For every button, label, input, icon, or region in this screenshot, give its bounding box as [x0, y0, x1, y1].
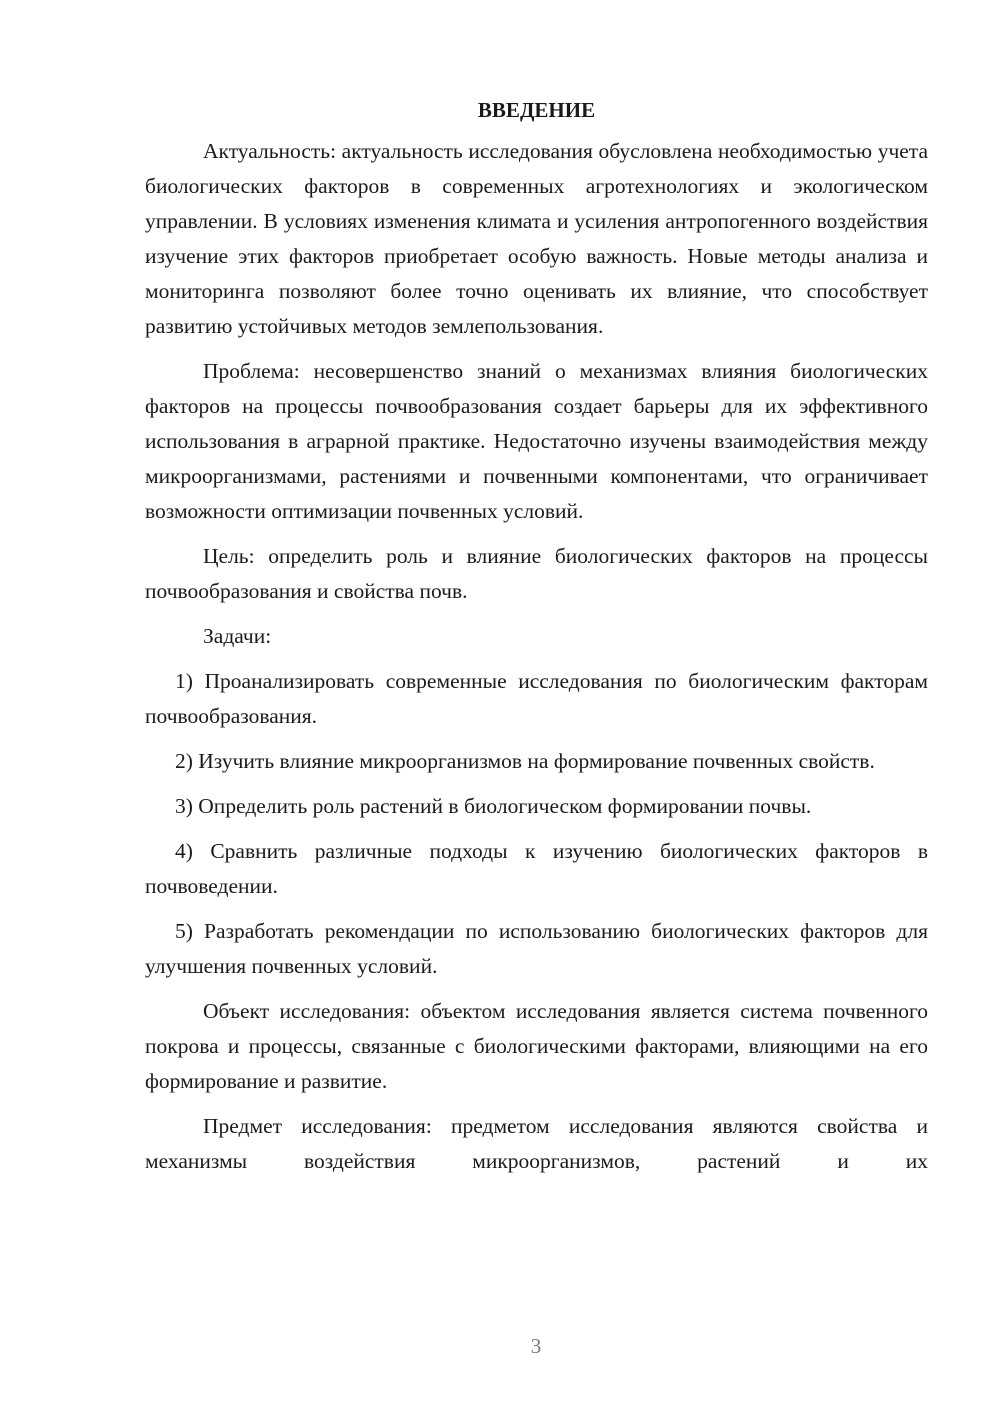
- paragraph-subject: Предмет исследования: предметом исследования являются свойства и механизмы воздействия микроорганизмов, растений и их: [145, 1114, 928, 1173]
- paragraph-problem: Проблема: несовершенство знаний о механизмах влияния биологических факторов на процессы почвообразования создает барьеры для их эффективного использования в аграрной практике. Недостаточно изучены взаимодействия между микроорганизмами, растениями и почвенными компонентами, что ограничивает возможности оптимизации почвенных условий.: [145, 359, 928, 523]
- task-item-1: 1) Проанализировать современные исследования по биологическим факторам почвообразования.: [145, 669, 928, 728]
- paragraph-object: Объект исследования: объектом исследования является система почвенного покрова и процессы, связанные с биологическими факторами, влияющими на его формирование и развитие.: [145, 999, 928, 1093]
- task-item-3: 3) Определить роль растений в биологическом формировании почвы.: [175, 794, 812, 818]
- paragraph-goal: Цель: определить роль и влияние биологических факторов на процессы почвообразования и свойства почв.: [145, 544, 928, 603]
- task-item-4: 4) Сравнить различные подходы к изучению биологических факторов в почвоведении.: [145, 839, 928, 898]
- task-item-2: 2) Изучить влияние микроорганизмов на формирование почвенных свойств.: [175, 749, 875, 773]
- paragraph-relevance: Актуальность: актуальность исследования обусловлена необходимостью учета биологических факторов в современных агротехнологиях и экологическом управлении. В условиях изменения климата и усиления антропогенного воздействия изучение этих факторов приобретает особую важность. Новые методы анализа и мониторинга позволяют более точно оценивать их влияние, что способствует развитию устойчивых методов землепользования.: [145, 139, 928, 338]
- tasks-label: Задачи:: [203, 624, 272, 648]
- task-item-5: 5) Разработать рекомендации по использованию биологических факторов для улучшения почвенных условий.: [145, 919, 928, 978]
- page-body: [145, 93, 928, 1179]
- section-title: ВВЕДЕНИЕ: [477, 98, 596, 122]
- page-number: 3: [530, 1334, 542, 1358]
